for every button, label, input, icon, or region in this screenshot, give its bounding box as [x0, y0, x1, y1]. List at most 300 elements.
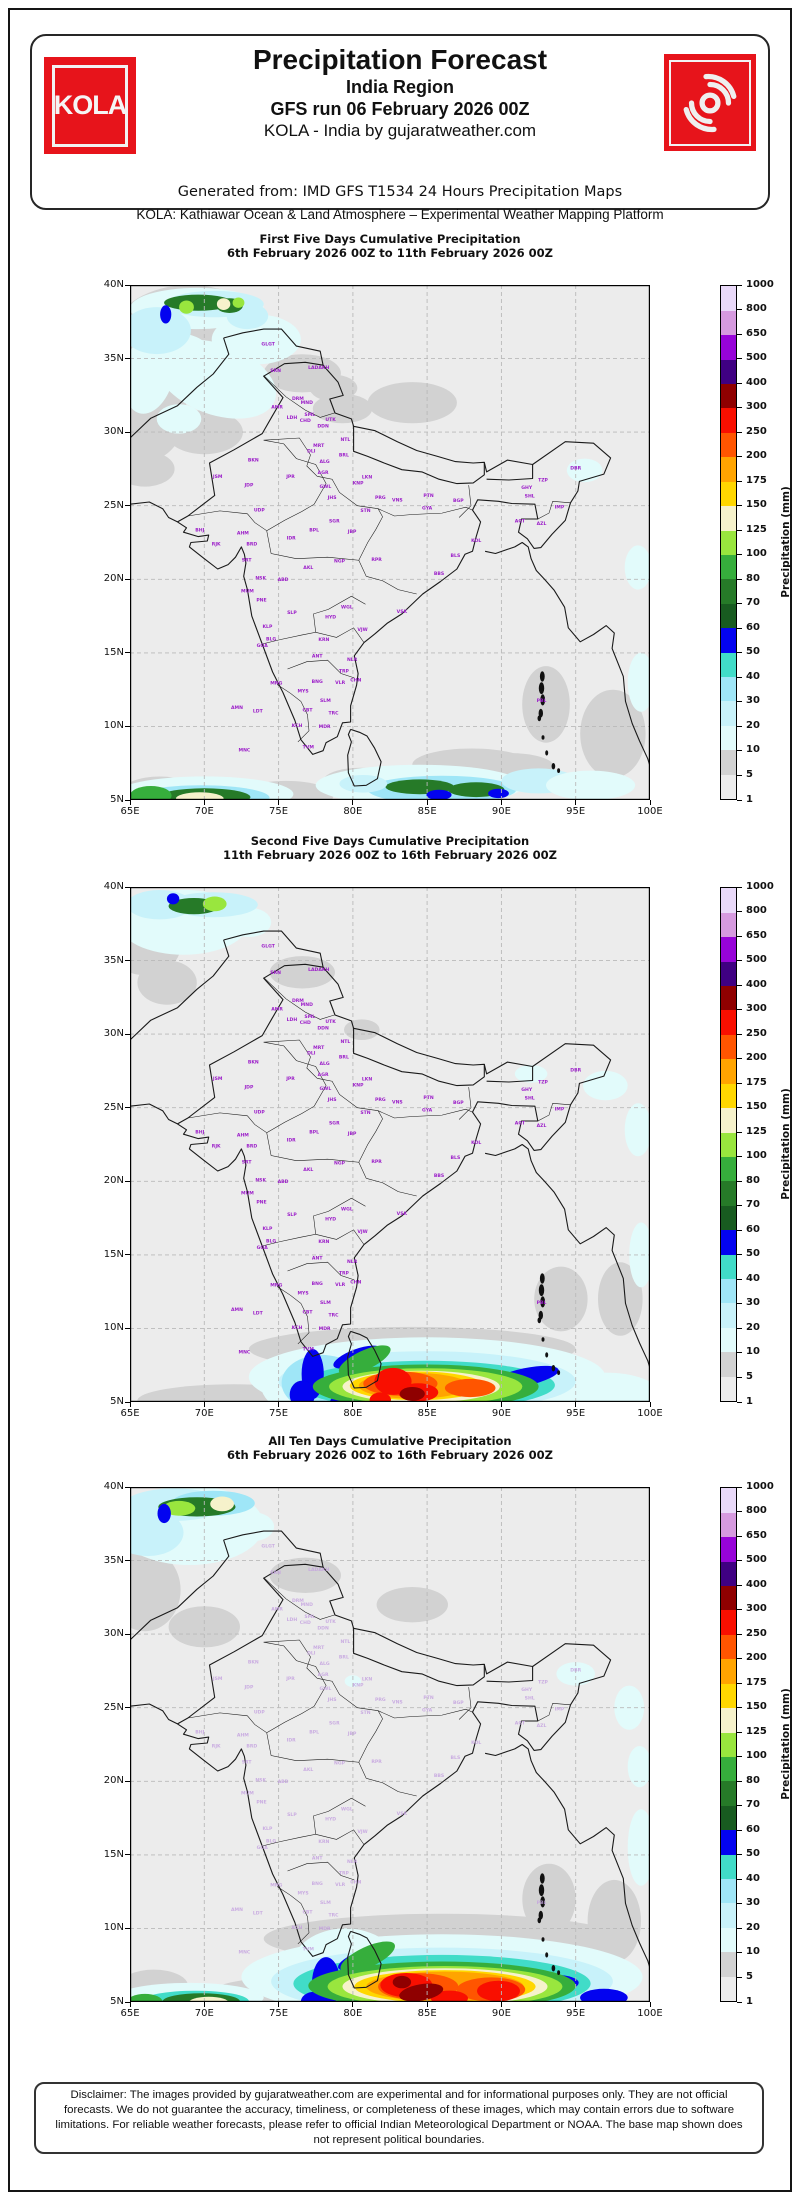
svg-text:MNG: MNG: [270, 681, 283, 687]
map-title: [130, 834, 650, 862]
svg-text:SRT: SRT: [241, 1160, 252, 1166]
svg-text:SLP: SLP: [287, 610, 297, 616]
colorbar-tick-label: 500: [746, 954, 767, 966]
svg-text:AHM: AHM: [236, 531, 249, 537]
colorbar-segment: [721, 1059, 736, 1084]
svg-text:GWL: GWL: [319, 1087, 332, 1093]
svg-text:RJK: RJK: [211, 1744, 221, 1750]
svg-text:HYD: HYD: [325, 1817, 337, 1823]
svg-text:GOA: GOA: [256, 1846, 268, 1851]
colorbar-tick-label: 70: [746, 597, 760, 609]
colorbar-tick-label: 200: [746, 450, 767, 462]
svg-text:VLR: VLR: [335, 1882, 346, 1888]
svg-text:PTN: PTN: [423, 1095, 434, 1101]
svg-text:MNG: MNG: [270, 1283, 283, 1289]
colorbar-tick-label: 40: [746, 1272, 760, 1284]
colorbar-tick-mark: [737, 554, 742, 555]
x-axis-tick-mark: [575, 2002, 576, 2007]
colorbar-tick-label: 125: [746, 1725, 767, 1737]
y-axis-tick-label: 25N: [103, 499, 124, 511]
x-axis-tick-label: 80E: [343, 806, 363, 817]
colorbar-tick-mark: [737, 1058, 742, 1059]
colorbar-tick-mark: [737, 1805, 742, 1806]
y-axis-tick-label: 40N: [103, 279, 124, 290]
colorbar-segment: [721, 1634, 736, 1659]
colorbar-segment: [721, 676, 736, 701]
svg-text:SRN: SRN: [270, 970, 281, 976]
y-axis-tick-mark: [125, 285, 130, 286]
colorbar-segment: [721, 1854, 736, 1879]
map-panel-all-ten-days: [0, 1426, 800, 2026]
svg-text:SGR: SGR: [328, 1121, 340, 1127]
colorbar-tick-label: 5: [746, 1370, 753, 1382]
svg-text:JHS: JHS: [327, 1098, 337, 1104]
y-axis-tick-label: 30N: [103, 1028, 124, 1040]
svg-text:BKN: BKN: [247, 458, 259, 464]
x-axis-tick-mark: [130, 1402, 131, 1407]
svg-text:DDN: DDN: [317, 424, 329, 430]
svg-text:KNP: KNP: [352, 1083, 364, 1089]
colorbar-tick-label: 300: [746, 1003, 767, 1015]
svg-text:KOL: KOL: [471, 1740, 482, 1746]
svg-text:PBL: PBL: [536, 699, 547, 705]
x-axis-tick-label: 65E: [120, 1408, 140, 1419]
colorbar: [720, 1487, 737, 2002]
colorbar-tick-label: 100: [746, 548, 767, 560]
x-axis-tick-label: 90E: [491, 806, 511, 817]
colorbar-tick-mark: [737, 1487, 742, 1488]
colorbar-segment: [721, 1352, 736, 1377]
colorbar-tick-mark: [737, 285, 742, 286]
svg-text:IDR: IDR: [286, 1138, 296, 1144]
svg-text:DRM: DRM: [291, 1598, 304, 1604]
svg-text:TVM: TVM: [302, 1947, 314, 1953]
colorbar-tick-label: 400: [746, 376, 767, 388]
colorbar-tick-label: 60: [746, 1823, 760, 1835]
x-axis-tick-mark: [501, 1402, 502, 1407]
colorbar-tick-label: 80: [746, 1774, 760, 1786]
svg-text:DDN: DDN: [317, 1026, 329, 1032]
svg-text:MNC: MNC: [238, 1950, 251, 1956]
colorbar-tick-mark: [737, 1952, 742, 1953]
x-axis-tick-label: 70E: [194, 806, 214, 817]
svg-text:BNG: BNG: [311, 1882, 323, 1887]
svg-text:SHL: SHL: [524, 494, 535, 500]
svg-text:GHY: GHY: [521, 1087, 533, 1093]
y-axis-tick-mark: [125, 1560, 130, 1561]
x-axis-tick-mark: [204, 2002, 205, 2007]
colorbar-segment: [721, 457, 736, 482]
colorbar-tick-mark: [737, 985, 742, 986]
svg-text:MRT: MRT: [313, 1645, 325, 1651]
svg-text:PBL: PBL: [536, 1301, 547, 1307]
svg-text:MUM: MUM: [240, 1191, 254, 1197]
svg-text:BGP: BGP: [452, 499, 464, 504]
svg-text:TRC: TRC: [328, 711, 339, 717]
svg-text:AZL: AZL: [536, 1723, 547, 1729]
svg-text:MRT: MRT: [313, 443, 325, 449]
svg-text:AMN: AMN: [231, 705, 243, 711]
svg-text:AKL: AKL: [303, 1768, 314, 1773]
svg-text:MRT: MRT: [313, 1045, 325, 1051]
svg-text:KOL: KOL: [471, 538, 482, 544]
model-run-line: GFS run 06 February 2026 00Z: [270, 99, 530, 119]
colorbar-segment: [721, 888, 736, 913]
svg-text:TZP: TZP: [538, 478, 548, 484]
colorbar-tick-label: 1: [746, 1995, 753, 2007]
colorbar-tick-mark: [737, 1303, 742, 1304]
colorbar-tick-mark: [737, 1560, 742, 1561]
colorbar-tick-label: 80: [746, 1174, 760, 1186]
x-axis-tick-label: 100E: [637, 2008, 663, 2019]
x-axis-tick-label: 65E: [120, 806, 140, 817]
svg-text:JDP: JDP: [244, 1085, 254, 1091]
svg-text:NLR: NLR: [346, 1259, 358, 1265]
svg-text:STN: STN: [360, 1710, 371, 1716]
x-axis-tick-label: 85E: [417, 2008, 437, 2019]
colorbar-segment: [721, 750, 736, 775]
colorbar-segment: [721, 506, 736, 531]
colorbar-tick-label: 250: [746, 425, 767, 437]
colorbar-tick-mark: [737, 2002, 742, 2003]
svg-text:MUM: MUM: [240, 1791, 254, 1797]
svg-text:DLI: DLI: [307, 1051, 316, 1057]
colorbar-segment: [721, 1376, 736, 1401]
colorbar-tick-mark: [737, 1181, 742, 1182]
colorbar-segment: [721, 1303, 736, 1328]
x-axis-tick-mark: [278, 1402, 279, 1407]
svg-text:IMP: IMP: [554, 505, 565, 511]
svg-text:BRL: BRL: [338, 1655, 349, 1661]
colorbar-tick-label: 70: [746, 1199, 760, 1211]
colorbar-tick-label: 10: [746, 1946, 760, 1958]
colorbar-tick-label: 800: [746, 1505, 767, 1517]
svg-text:GLGT: GLGT: [261, 1544, 275, 1550]
svg-text:BRL: BRL: [338, 453, 349, 459]
svg-text:AMN: AMN: [231, 1307, 243, 1313]
x-axis-tick-mark: [575, 1402, 576, 1407]
colorbar-segment: [721, 1083, 736, 1108]
colorbar-tick-label: 250: [746, 1627, 767, 1639]
colorbar-segment: [721, 335, 736, 360]
svg-text:SRT: SRT: [241, 1760, 252, 1766]
colorbar-tick-mark: [737, 1658, 742, 1659]
colorbar-segment: [721, 1708, 736, 1733]
svg-text:AMR: AMR: [271, 405, 283, 411]
y-axis-tick-label: 40N: [103, 1481, 124, 1492]
colorbar-tick-mark: [737, 1977, 742, 1978]
y-axis-tick-mark: [125, 1107, 130, 1108]
x-axis-tick-label: 80E: [343, 1408, 363, 1419]
svg-text:AZL: AZL: [536, 521, 547, 527]
colorbar-tick-mark: [737, 1683, 742, 1684]
svg-text:KRN: KRN: [318, 1840, 330, 1846]
svg-text:TRP: TRP: [338, 1271, 349, 1277]
svg-text:LDH: LDH: [286, 1617, 298, 1623]
svg-text:VNS: VNS: [392, 1700, 403, 1706]
svg-text:BRD: BRD: [246, 1144, 258, 1150]
y-axis-tick-label: 5N: [110, 1996, 124, 2007]
colorbar-segment: [721, 725, 736, 750]
platform-line: KOLA: Kathiawar Ocean & Land Atmosphere – Experimental Weather Mapping Platform: [136, 207, 664, 222]
colorbar-tick-mark: [737, 1107, 742, 1108]
colorbar-tick-mark: [737, 1009, 742, 1010]
x-axis-tick-mark: [278, 2002, 279, 2007]
colorbar-tick-mark: [737, 358, 742, 359]
svg-text:IMP: IMP: [554, 1107, 565, 1113]
svg-text:BGP: BGP: [452, 1701, 464, 1706]
colorbar-tick-label: 150: [746, 1701, 767, 1713]
svg-text:VLR: VLR: [335, 680, 346, 686]
colorbar-segment: [721, 579, 736, 604]
x-axis-tick-label: 85E: [417, 1408, 437, 1419]
svg-text:JSM: JSM: [212, 1076, 223, 1082]
colorbar-tick-mark: [737, 1083, 742, 1084]
colorbar-tick-label: 125: [746, 523, 767, 535]
colorbar-tick-mark: [737, 505, 742, 506]
svg-text:VNS: VNS: [392, 1100, 403, 1106]
svg-text:ANT: ANT: [311, 654, 323, 660]
svg-text:LADAKH: LADAKH: [308, 365, 330, 371]
svg-text:KLP: KLP: [262, 1226, 273, 1232]
colorbar-segment: [721, 530, 736, 555]
colorbar-tick-label: 1: [746, 793, 753, 805]
y-axis-tick-label: 5N: [110, 1396, 124, 1407]
svg-text:GOA: GOA: [256, 1246, 268, 1251]
colorbar-segment: [721, 652, 736, 677]
svg-text:SRN: SRN: [270, 368, 281, 374]
y-axis-tick-mark: [125, 1707, 130, 1708]
colorbar-tick-label: 200: [746, 1652, 767, 1664]
svg-text:IMP: IMP: [554, 1707, 565, 1713]
x-axis-tick-mark: [352, 1402, 353, 1407]
y-axis-tick-mark: [125, 1854, 130, 1855]
colorbar-tick-mark: [737, 701, 742, 702]
svg-text:WGL: WGL: [341, 1807, 353, 1813]
svg-text:KRN: KRN: [318, 1240, 330, 1246]
svg-text:STN: STN: [360, 508, 371, 514]
colorbar-tick-label: 125: [746, 1125, 767, 1137]
colorbar-tick-mark: [737, 726, 742, 727]
svg-text:BLS: BLS: [450, 1156, 461, 1162]
svg-text:ALG: ALG: [319, 460, 330, 465]
svg-text:PNE: PNE: [256, 1800, 267, 1806]
svg-text:TRC: TRC: [328, 1913, 339, 1919]
svg-text:DLI: DLI: [307, 449, 316, 455]
svg-text:UDP: UDP: [253, 508, 265, 514]
svg-text:GLGT: GLGT: [261, 944, 275, 950]
colorbar-tick-mark: [737, 1511, 742, 1512]
header-box: [30, 34, 770, 222]
colorbar-segment: [721, 1927, 736, 1952]
colorbar-tick-label: 400: [746, 978, 767, 990]
svg-text:IDR: IDR: [286, 1738, 296, 1744]
colorbar-tick-mark: [737, 775, 742, 776]
svg-text:JPR: JPR: [286, 1676, 295, 1682]
x-axis-tick-mark: [278, 800, 279, 805]
y-axis-tick-mark: [125, 432, 130, 433]
colorbar-tick-mark: [737, 652, 742, 653]
colorbar-segment: [721, 1327, 736, 1352]
svg-text:TVM: TVM: [302, 1347, 314, 1353]
map-title: [130, 1434, 650, 1462]
map-title: [130, 232, 650, 260]
colorbar-tick-label: 10: [746, 1346, 760, 1358]
y-axis-tick-mark: [125, 579, 130, 580]
svg-text:BLS: BLS: [450, 554, 461, 560]
svg-text:AHM: AHM: [236, 1133, 249, 1139]
svg-text:DLI: DLI: [307, 1651, 316, 1657]
svg-text:SLM: SLM: [319, 699, 331, 705]
x-axis-tick-mark: [650, 1402, 651, 1407]
colorbar-tick-label: 400: [746, 1578, 767, 1590]
y-axis-tick-label: 30N: [103, 426, 124, 438]
svg-text:SLP: SLP: [287, 1212, 297, 1218]
svg-text:KNP: KNP: [352, 481, 364, 487]
svg-text:CHN: CHN: [350, 1280, 362, 1286]
svg-text:RPR: RPR: [371, 557, 382, 563]
svg-text:KCH: KCH: [291, 1326, 303, 1332]
svg-text:UDP: UDP: [253, 1110, 265, 1116]
svg-text:BRD: BRD: [246, 1744, 258, 1750]
colorbar-tick-mark: [737, 1536, 742, 1537]
colorbar-tick-label: 150: [746, 1101, 767, 1113]
x-axis-tick-mark: [352, 2002, 353, 2007]
colorbar-segment: [721, 1132, 736, 1157]
map-title-line2: 6th February 2026 00Z to 16th February 2026 00Z: [227, 1448, 553, 1462]
svg-text:VSK: VSK: [396, 1212, 408, 1218]
svg-text:AKL: AKL: [303, 566, 314, 571]
colorbar-segment: [721, 1108, 736, 1133]
svg-text:VSK: VSK: [396, 1812, 408, 1818]
svg-text:SLM: SLM: [319, 1901, 331, 1907]
colorbar-tick-mark: [737, 911, 742, 912]
svg-text:MYS: MYS: [297, 1891, 309, 1897]
svg-text:VNS: VNS: [392, 498, 403, 504]
colorbar-tick-mark: [737, 1279, 742, 1280]
svg-text:SGR: SGR: [328, 519, 340, 525]
colorbar-tick-label: 50: [746, 646, 760, 658]
svg-text:UTK: UTK: [325, 1020, 336, 1026]
y-axis-tick-label: 10N: [103, 720, 124, 732]
svg-text:BHJ: BHJ: [195, 528, 205, 534]
colorbar-tick-mark: [737, 456, 742, 457]
y-axis-tick-label: 35N: [103, 954, 124, 966]
colorbar-tick-mark: [737, 432, 742, 433]
x-axis-tick-label: 75E: [269, 1408, 289, 1419]
colorbar-tick-label: 70: [746, 1799, 760, 1811]
svg-text:LDT: LDT: [252, 1911, 263, 1917]
svg-text:BPL: BPL: [309, 1130, 320, 1136]
colorbar-tick-mark: [737, 750, 742, 751]
x-axis-tick-mark: [204, 1402, 205, 1407]
svg-text:BRL: BRL: [338, 1055, 349, 1061]
source-line: KOLA - India by gujaratweather.com: [263, 121, 537, 140]
colorbar-segment: [721, 1659, 736, 1684]
svg-text:JSM: JSM: [212, 474, 223, 480]
svg-text:AGR: AGR: [317, 1073, 329, 1079]
x-axis-tick-label: 100E: [637, 806, 663, 817]
map-panel-first-five-days: [0, 224, 800, 824]
svg-text:NGP: NGP: [334, 559, 345, 565]
india-precipitation-map: [130, 285, 650, 800]
colorbar-tick-mark: [737, 800, 742, 801]
map-title-line1: All Ten Days Cumulative Precipitation: [268, 1434, 512, 1448]
x-axis-tick-mark: [427, 1402, 428, 1407]
colorbar-segment: [721, 1976, 736, 2001]
map-title-line2: 11th February 2026 00Z to 16th February 2026 00Z: [223, 848, 557, 862]
colorbar-tick-label: 50: [746, 1848, 760, 1860]
y-axis-tick-label: 35N: [103, 1554, 124, 1566]
colorbar-axis-label: Precipitation (mm): [780, 1088, 792, 1200]
colorbar-tick-mark: [737, 936, 742, 937]
x-axis-tick-mark: [130, 800, 131, 805]
svg-text:NSK: NSK: [255, 1178, 267, 1184]
svg-text:SML: SML: [304, 413, 316, 418]
y-axis-tick-label: 25N: [103, 1101, 124, 1113]
svg-text:CHD: CHD: [299, 1620, 311, 1626]
svg-text:KNP: KNP: [352, 1683, 364, 1689]
colorbar-tick-mark: [737, 603, 742, 604]
svg-text:NTL: NTL: [340, 438, 351, 443]
colorbar-segment: [721, 1781, 736, 1806]
svg-text:MYS: MYS: [297, 689, 309, 695]
svg-text:LDT: LDT: [252, 709, 263, 715]
map-title-line1: Second Five Days Cumulative Precipitation: [250, 834, 530, 848]
svg-text:BLG: BLG: [265, 637, 277, 643]
svg-text:JPR: JPR: [286, 474, 295, 480]
colorbar-segment: [721, 1278, 736, 1303]
colorbar-tick-label: 60: [746, 621, 760, 633]
svg-text:LDH: LDH: [286, 1017, 298, 1023]
colorbar-segment: [721, 1254, 736, 1279]
svg-text:ABD: ABD: [277, 577, 289, 583]
svg-text:AGR: AGR: [317, 1673, 329, 1679]
colorbar-tick-label: 650: [746, 327, 767, 339]
colorbar-tick-mark: [737, 887, 742, 888]
colorbar-tick-mark: [737, 530, 742, 531]
colorbar-tick-mark: [737, 1585, 742, 1586]
x-axis-tick-label: 65E: [120, 2008, 140, 2019]
svg-text:ABD: ABD: [277, 1779, 289, 1785]
svg-text:LDH: LDH: [286, 415, 298, 421]
svg-text:GYA: GYA: [422, 1108, 433, 1114]
svg-text:AMN: AMN: [231, 1907, 243, 1913]
x-axis-tick-label: 95E: [566, 2008, 586, 2019]
svg-text:BGP: BGP: [452, 1101, 464, 1106]
svg-text:PTN: PTN: [423, 493, 434, 499]
svg-text:MND: MND: [300, 1003, 313, 1009]
svg-text:RPR: RPR: [371, 1159, 382, 1165]
colorbar-segment: [721, 603, 736, 628]
colorbar-segment: [721, 1561, 736, 1586]
colorbar-tick-label: 1: [746, 1395, 753, 1407]
colorbar-tick-mark: [737, 1402, 742, 1403]
colorbar-tick-label: 60: [746, 1223, 760, 1235]
colorbar-tick-label: 650: [746, 929, 767, 941]
colorbar-segment: [721, 912, 736, 937]
x-axis-tick-mark: [650, 800, 651, 805]
svg-text:NLR: NLR: [346, 1859, 358, 1865]
colorbar-segment: [721, 1756, 736, 1781]
svg-text:BRD: BRD: [246, 542, 258, 548]
svg-text:BNG: BNG: [311, 680, 323, 685]
colorbar-segment: [721, 1034, 736, 1059]
svg-text:CBT: CBT: [302, 708, 313, 714]
colorbar-tick-label: 80: [746, 572, 760, 584]
colorbar-segment: [721, 1010, 736, 1035]
x-axis-tick-mark: [204, 800, 205, 805]
